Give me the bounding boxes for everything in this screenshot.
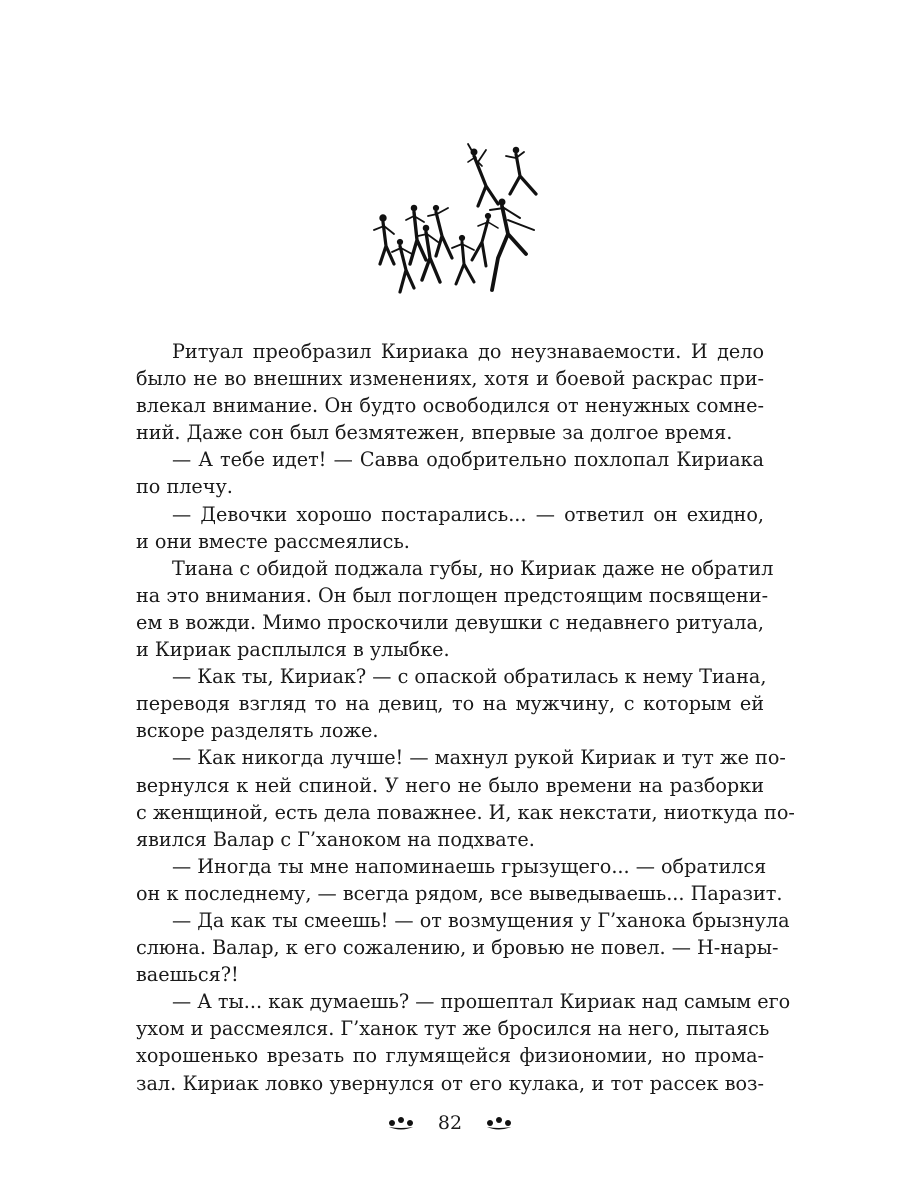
text-line: с женщиной, есть дела поважнее. И, как некстати, ниоткуда по-	[136, 800, 795, 824]
body-text	[136, 338, 795, 1097]
text-line: ваешься?!	[136, 963, 239, 987]
dancer-figure	[490, 199, 534, 290]
text-line: ем в вожди. Мимо проскочили девушки с недавнего ритуала,	[136, 610, 764, 634]
text-line: на это внимания. Он был поглощен предстоящим посвящени-	[136, 583, 769, 607]
text-line: он к последнему, — всегда рядом, все выведываешь... Паразит.	[136, 881, 783, 905]
text-line: переводя взгляд то на девиц, то на мужчину, с которым ей	[136, 692, 764, 716]
text-line: по плечу.	[136, 475, 233, 499]
text-line: и Кириак расплылся в улыбке.	[136, 638, 450, 662]
text-line: — Иногда ты мне напоминаешь грызущего... — обратился	[172, 854, 767, 878]
floral-ornament-icon	[484, 1114, 514, 1132]
dancer-figure	[472, 213, 498, 266]
text-line: — Да как ты смеешь! — от возмущения у Г’ханока брызнула	[172, 908, 790, 932]
text-line: явился Валар с Г’ханоком на подхвате.	[136, 827, 535, 851]
text-line: — А тебе идет! — Савва одобрительно похлопал Кириака	[172, 448, 764, 472]
text-line: — Девочки хорошо постарались... — ответил он ехидно,	[172, 502, 764, 526]
dancer-figure	[428, 205, 452, 258]
text-line: вернулся к ней спиной. У него не было времени на разборки	[136, 773, 764, 797]
text-line: ний. Даже сон был безмятежен, впервые за долгое время.	[136, 421, 733, 445]
text-line: и они вместе рассмеялись.	[136, 529, 410, 553]
page-number: 82	[437, 1112, 463, 1134]
dancer-figure	[392, 239, 414, 292]
text-line: зал. Кириак ловко увернулся от его кулака, и тот рассек воз-	[136, 1071, 764, 1095]
rock-art-dancers-icon	[370, 142, 550, 302]
text-line: — А ты... как думаешь? — прошептал Кириак над самым его	[172, 990, 791, 1014]
text-line: — Как никогда лучше! — махнул рукой Кириак и тут же по-	[172, 746, 786, 770]
dancer-figure	[374, 215, 394, 264]
text-line: вскоре разделять ложе.	[136, 719, 379, 743]
text-line: Ритуал преобразил Кириака до неузнаваемости. И дело	[172, 340, 764, 363]
text-line: было не во внешних изменениях, хотя и боевой раскрас при-	[136, 367, 764, 391]
text-line: хорошенько врезать по глумящейся физиономии, но прома-	[136, 1044, 764, 1068]
dancer-figure	[506, 147, 536, 194]
text-line: — Как ты, Кириак? — с опаской обратилась к нему Тиана,	[172, 665, 767, 689]
page-footer	[0, 1108, 900, 1138]
text-line: Тиана с обидой поджала губы, но Кириак даже не обратил	[172, 556, 774, 580]
text-line: влекал внимание. Он будто освободился от ненужных сомне-	[136, 394, 764, 418]
text-line: ухом и рассмеялся. Г’ханок тут же бросился на него, пытаясь	[136, 1017, 770, 1041]
dancer-figure	[468, 144, 498, 206]
text-line: слюна. Валар, к его сожалению, и бровью не повел. — Н-нары-	[136, 936, 779, 960]
floral-ornament-icon	[386, 1114, 416, 1132]
